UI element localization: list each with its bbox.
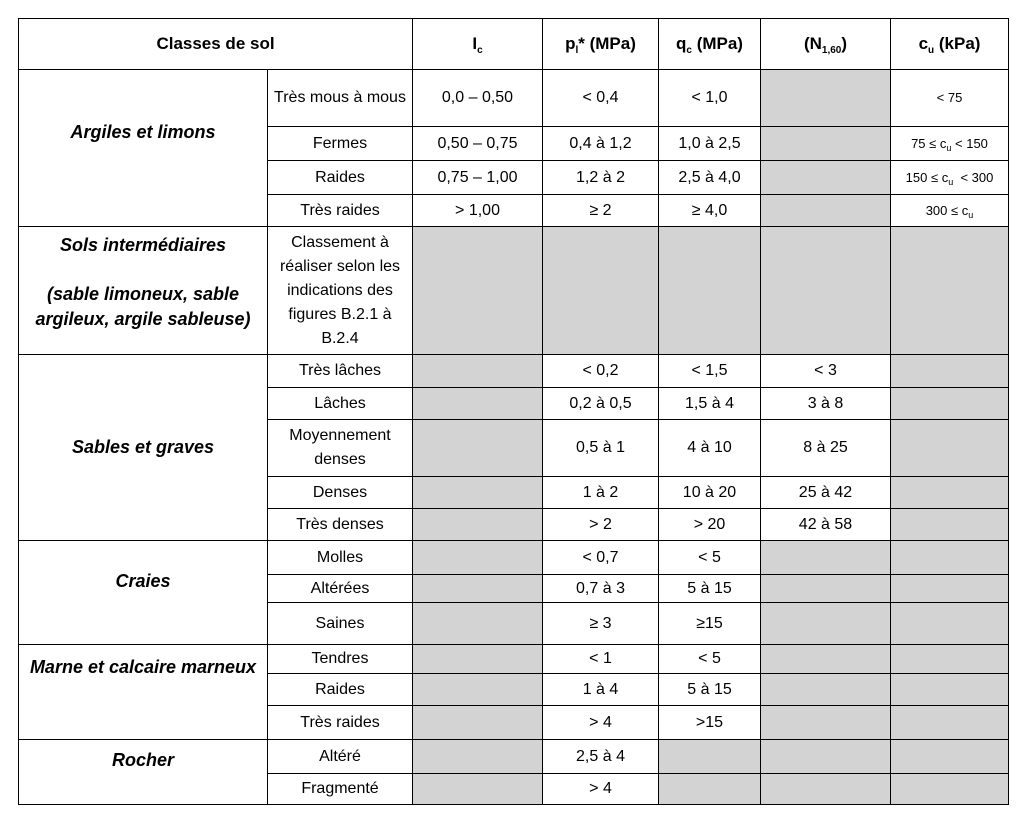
row-label: Altéré: [268, 740, 413, 774]
header-pl: $p_l*$ (MPa): [543, 19, 659, 70]
category-craies: Craies: [19, 541, 268, 645]
empty-cell: [891, 740, 1009, 774]
cell-n160: 3 à 8: [761, 388, 891, 420]
cell-pl: > 4: [543, 706, 659, 740]
empty-cell: [761, 603, 891, 645]
empty-cell: [761, 541, 891, 575]
row-label: Classement à réaliser selon les indications des figures B.2.1 à B.2.4: [268, 227, 413, 355]
cell-qc: < 5: [659, 541, 761, 575]
empty-cell: [891, 420, 1009, 477]
cell-n160: 25 à 42: [761, 477, 891, 509]
cell-pl: > 2: [543, 509, 659, 541]
row-label: Raides: [268, 161, 413, 195]
empty-cell: [413, 355, 543, 388]
empty-cell: [891, 388, 1009, 420]
empty-cell: [761, 645, 891, 674]
cell-cu: $300 \le c_u$: [891, 195, 1009, 227]
header-n160: $(N_{1,60})$: [761, 19, 891, 70]
cell-pl: ≥ 3: [543, 603, 659, 645]
cell-cu: $75 \le c_u < 150$: [891, 127, 1009, 161]
cell-pl: < 0,4: [543, 70, 659, 127]
empty-cell: [413, 740, 543, 774]
empty-cell: [891, 706, 1009, 740]
empty-cell: [761, 706, 891, 740]
cell-qc: < 1,0: [659, 70, 761, 127]
empty-cell: [891, 603, 1009, 645]
cell-qc: ≥ 4,0: [659, 195, 761, 227]
table-row: [19, 355, 1009, 388]
header-ic: $I_c$: [413, 19, 543, 70]
cell-pl: ≥ 2: [543, 195, 659, 227]
row-label: Très denses: [268, 509, 413, 541]
empty-cell: [891, 674, 1009, 706]
empty-cell: [761, 740, 891, 774]
row-label: Moyennement denses: [268, 420, 413, 477]
cell-pl: < 0,2: [543, 355, 659, 388]
cell-pl: < 1: [543, 645, 659, 674]
category-sables: Sables et graves: [19, 355, 268, 541]
empty-cell: [891, 774, 1009, 805]
empty-cell: [413, 706, 543, 740]
row-label: Fragmenté: [268, 774, 413, 805]
empty-cell: [891, 541, 1009, 575]
cell-pl: 1,2 à 2: [543, 161, 659, 195]
soil-classification-table: [18, 18, 1009, 805]
empty-cell: [413, 509, 543, 541]
empty-cell: [891, 227, 1009, 355]
empty-cell: [891, 575, 1009, 603]
cell-qc: 2,5 à 4,0: [659, 161, 761, 195]
table-row: [19, 740, 1009, 774]
empty-cell: [413, 227, 543, 355]
table-row: [19, 227, 1009, 355]
cell-pl: < 0,7: [543, 541, 659, 575]
row-label: Altérées: [268, 575, 413, 603]
empty-cell: [761, 161, 891, 195]
cell-pl: 0,5 à 1: [543, 420, 659, 477]
cell-ic: > 1,00: [413, 195, 543, 227]
empty-cell: [891, 645, 1009, 674]
empty-cell: [761, 674, 891, 706]
cell-pl: 0,4 à 1,2: [543, 127, 659, 161]
empty-cell: [543, 227, 659, 355]
cell-pl: 1 à 2: [543, 477, 659, 509]
empty-cell: [659, 227, 761, 355]
cell-qc: 1,5 à 4: [659, 388, 761, 420]
row-label: Tendres: [268, 645, 413, 674]
cell-pl: > 4: [543, 774, 659, 805]
empty-cell: [413, 774, 543, 805]
cell-ic: 0,50 – 0,75: [413, 127, 543, 161]
header-soil-classes: Classes de sol: [19, 19, 413, 70]
empty-cell: [413, 541, 543, 575]
cell-cu: $150 \le c_u < 300$: [891, 161, 1009, 195]
category-rocher: Rocher: [19, 740, 268, 805]
row-label: Raides: [268, 674, 413, 706]
row-label: Très raides: [268, 706, 413, 740]
cell-qc: 4 à 10: [659, 420, 761, 477]
empty-cell: [761, 195, 891, 227]
category-intermediaires: Sols intermédiaires (sable limoneux, sable argileux, argile sableuse): [19, 227, 268, 355]
row-label: Molles: [268, 541, 413, 575]
row-label: Fermes: [268, 127, 413, 161]
cell-qc: < 1,5: [659, 355, 761, 388]
table-row: [19, 541, 1009, 575]
empty-cell: [891, 509, 1009, 541]
cell-pl: 2,5 à 4: [543, 740, 659, 774]
category-marne: Marne et calcaire marneux: [19, 645, 268, 740]
cell-ic: 0,75 – 1,00: [413, 161, 543, 195]
empty-cell: [659, 774, 761, 805]
row-label: Saines: [268, 603, 413, 645]
cell-qc: 5 à 15: [659, 575, 761, 603]
empty-cell: [891, 355, 1009, 388]
empty-cell: [413, 477, 543, 509]
empty-cell: [761, 774, 891, 805]
cell-n160: 42 à 58: [761, 509, 891, 541]
row-label: Très mous à mous: [268, 70, 413, 127]
header-qc: $q_c$ (MPa): [659, 19, 761, 70]
row-label: Très raides: [268, 195, 413, 227]
empty-cell: [761, 227, 891, 355]
empty-cell: [761, 575, 891, 603]
cell-pl: 0,7 à 3: [543, 575, 659, 603]
cell-qc: >15: [659, 706, 761, 740]
cell-qc: 5 à 15: [659, 674, 761, 706]
cell-n160: < 3: [761, 355, 891, 388]
cell-pl: 1 à 4: [543, 674, 659, 706]
cell-qc: 10 à 20: [659, 477, 761, 509]
row-label: Très lâches: [268, 355, 413, 388]
cell-qc: > 20: [659, 509, 761, 541]
cell-pl: 0,2 à 0,5: [543, 388, 659, 420]
category-argiles: Argiles et limons: [19, 70, 268, 227]
header-row: [19, 19, 1009, 70]
empty-cell: [413, 674, 543, 706]
cell-qc: ≥15: [659, 603, 761, 645]
empty-cell: [761, 70, 891, 127]
empty-cell: [891, 477, 1009, 509]
cell-qc: < 5: [659, 645, 761, 674]
table-row: [19, 645, 1009, 674]
empty-cell: [413, 420, 543, 477]
empty-cell: [761, 127, 891, 161]
empty-cell: [413, 645, 543, 674]
cell-qc: 1,0 à 2,5: [659, 127, 761, 161]
table-row: [19, 70, 1009, 127]
header-cu: $c_u$ (kPa): [891, 19, 1009, 70]
cell-n160: 8 à 25: [761, 420, 891, 477]
empty-cell: [413, 603, 543, 645]
empty-cell: [413, 388, 543, 420]
empty-cell: [659, 740, 761, 774]
empty-cell: [413, 575, 543, 603]
row-label: Denses: [268, 477, 413, 509]
row-label: Lâches: [268, 388, 413, 420]
cell-cu: < 75: [891, 70, 1009, 127]
cell-ic: 0,0 – 0,50: [413, 70, 543, 127]
